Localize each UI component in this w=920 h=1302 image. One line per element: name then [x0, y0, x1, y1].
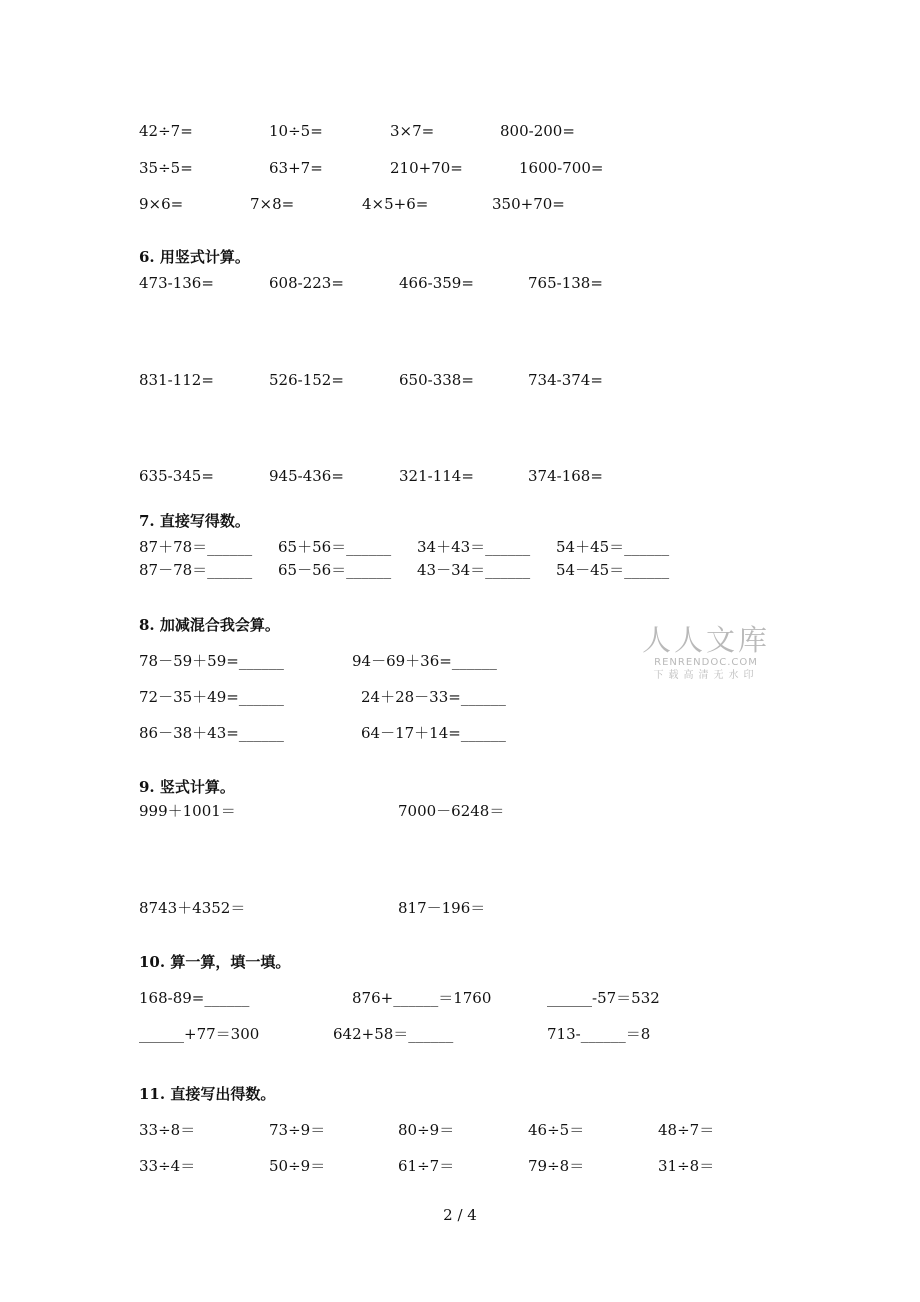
problem-6-3-3: 321-114= [399, 467, 474, 485]
problem-5-3-1: 9×6= [139, 195, 184, 213]
problem-11-1-4: 46÷5＝ [528, 1121, 585, 1139]
problem-7-2-4: 54－45＝______ [556, 561, 670, 579]
problem-8-1-1: 78－59＋59=______ [139, 652, 284, 670]
page-number: 2 / 4 [443, 1206, 477, 1224]
problem-7-1-1: 87＋78＝______ [139, 538, 253, 556]
problem-8-1-2: 94－69＋36=______ [352, 652, 497, 670]
problem-5-2-4: 1600-700= [519, 159, 604, 177]
problem-7-2-2: 65－56＝______ [278, 561, 392, 579]
problem-10-1-3: ______-57＝532 [547, 989, 660, 1007]
problem-5-1-2: 10÷5= [269, 122, 323, 140]
problem-6-3-4: 374-168= [528, 467, 603, 485]
problem-7-1-4: 54＋45＝______ [556, 538, 670, 556]
problem-10-2-1: ______+77＝300 [139, 1025, 260, 1043]
problem-6-2-2: 526-152= [269, 371, 344, 389]
problem-11-1-5: 48÷7＝ [658, 1121, 715, 1139]
problem-11-1-2: 73÷9＝ [269, 1121, 326, 1139]
problem-5-1-3: 3×7= [390, 122, 435, 140]
problem-5-2-1: 35÷5= [139, 159, 193, 177]
problem-6-1-2: 608-223= [269, 274, 344, 292]
watermark-brand: 人人文库 [641, 623, 770, 657]
problem-5-3-3: 4×5+6= [362, 195, 429, 213]
problem-8-3-1: 86－38＋43=______ [139, 724, 284, 742]
problem-11-1-1: 33÷8＝ [139, 1121, 196, 1139]
section-11-title: 11. 直接写出得数。 [139, 1085, 276, 1103]
section-6-title: 6. 用竖式计算。 [139, 248, 250, 266]
section-9-title: 9. 竖式计算。 [139, 778, 235, 796]
problem-10-1-1: 168-89=______ [139, 989, 250, 1007]
problem-6-1-3: 466-359= [399, 274, 474, 292]
problem-10-2-2: 642+58＝______ [333, 1025, 454, 1043]
section-10-title: 10. 算一算，填一填。 [139, 953, 291, 971]
renrendoc-watermark [640, 624, 772, 682]
problem-8-2-2: 24＋28－33=______ [361, 688, 506, 706]
problem-6-2-4: 734-374= [528, 371, 603, 389]
problem-6-3-2: 945-436= [269, 467, 344, 485]
problem-7-2-1: 87－78＝______ [139, 561, 253, 579]
problem-5-2-2: 63+7= [269, 159, 323, 177]
problem-5-1-1: 42÷7= [139, 122, 193, 140]
problem-11-1-3: 80÷9＝ [398, 1121, 455, 1139]
watermark-domain: RENRENDOC.COM [654, 657, 758, 668]
problem-6-1-4: 765-138= [528, 274, 603, 292]
problem-11-2-5: 31÷8＝ [658, 1157, 715, 1175]
problem-6-2-3: 650-338= [399, 371, 474, 389]
problem-6-2-1: 831-112= [139, 371, 214, 389]
problem-5-3-2: 7×8= [250, 195, 295, 213]
problem-8-2-1: 72－35＋49=______ [139, 688, 284, 706]
problem-9-1-2: 7000－6248＝ [398, 802, 505, 820]
problem-5-2-3: 210+70= [390, 159, 463, 177]
problem-10-2-3: 713-______＝8 [547, 1025, 651, 1043]
problem-6-1-1: 473-136= [139, 274, 214, 292]
problem-11-2-2: 50÷9＝ [269, 1157, 326, 1175]
problem-6-3-1: 635-345= [139, 467, 214, 485]
watermark-slogan: 下载高清无水印 [653, 670, 759, 681]
problem-7-2-3: 43－34＝______ [417, 561, 531, 579]
problem-11-2-1: 33÷4＝ [139, 1157, 196, 1175]
problem-5-3-4: 350+70= [492, 195, 565, 213]
problem-5-1-4: 800-200= [500, 122, 575, 140]
section-7-title: 7. 直接写得数。 [139, 512, 250, 530]
section-8-title: 8. 加减混合我会算。 [139, 616, 280, 634]
problem-7-1-3: 34＋43＝______ [417, 538, 531, 556]
problem-8-3-2: 64－17＋14=______ [361, 724, 506, 742]
problem-9-2-2: 817－196＝ [398, 899, 486, 917]
problem-9-2-1: 8743＋4352＝ [139, 899, 246, 917]
problem-10-1-2: 876+______＝1760 [352, 989, 492, 1007]
problem-7-1-2: 65＋56＝______ [278, 538, 392, 556]
problem-11-2-3: 61÷7＝ [398, 1157, 455, 1175]
problem-9-1-1: 999＋1001＝ [139, 802, 236, 820]
problem-11-2-4: 79÷8＝ [528, 1157, 585, 1175]
